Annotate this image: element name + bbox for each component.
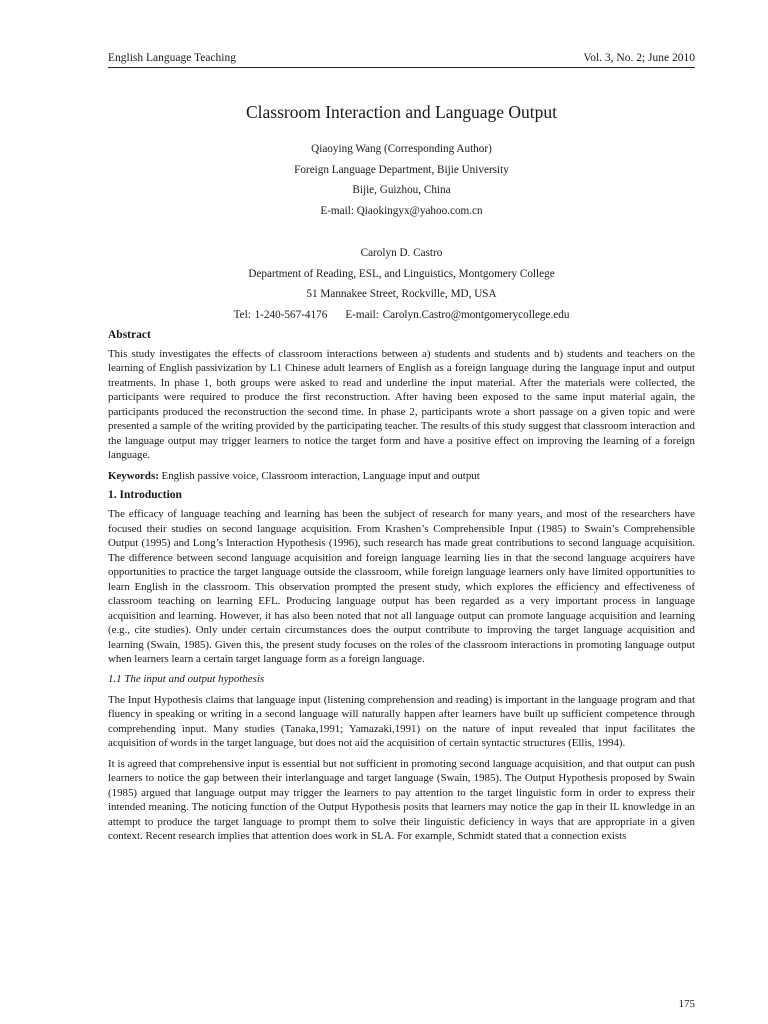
author1-email: E-mail: Qiaokingyx@yahoo.com.cn (320, 204, 483, 217)
abstract-text: This study investigates the effects of classroom interactions between a) students and students and b) students and teachers on the learning of English passivization by L1 Chinese adult learners of English as a foreign language during the language input and output treatments. In phase 1, both groups were asked to read and underline the input material. After the materials were collected, the participants were required to produce the first reconstruction. After having been exposed to the same input material again, the participants produced the reconstruction the second time. In phase 2, participants wrote a short passage on a given topic and were presented a sample of the writing provided by the participating teacher. The results of this study suggest that classroom interaction and the language output may trigger learners to notice the target form and have a positive effect on improving the learning of a foreign language. (108, 347, 695, 461)
author2-contact (108, 305, 695, 325)
author1-department: Foreign Language Department, Bijie University (294, 163, 509, 176)
author2-department: Department of Reading, ESL, and Linguistics, Montgomery College (248, 267, 555, 280)
journal-name: English Language Teaching (108, 52, 236, 64)
subsection-heading: 1.1 The input and output hypothesis (108, 672, 265, 685)
author2-address: 51 Mannakee Street, Rockville, MD, USA (306, 288, 497, 300)
page-content (108, 96, 695, 850)
issue-info: Vol. 3, No. 2; June 2010 (583, 52, 695, 64)
page-number: 175 (678, 998, 695, 1010)
abstract-heading: Abstract (108, 328, 151, 341)
output-hypothesis-paragraph: It is agreed that comprehensive input is essential but not sufficient in promoting second language acquisition, and that output can push learners to notice the gap between their interlanguage and target language (Swain, 1985). The Output Hypothesis proposed by Swain (1985) argued that language output may trigger the learners to pay attention to the target linguistic form in order to express their intended meaning. The noticing function of the Output Hypothesis posits that learners may notice the gap in their IL knowledge in an attempt to produce the target language to prompt them to solve their linguistic deficiency in ways that are appropriate in a given context. Recent research implies that attention does work in SLA. For example, Schmidt stated that a connection exists (108, 757, 695, 842)
keywords-text: English passive voice, Classroom interaction, Language input and output (158, 469, 480, 482)
running-header (108, 52, 695, 68)
paper-title: Classroom Interaction and Language Output (245, 102, 558, 122)
author2-email: E-mail: Carolyn.Castro@montgomerycollege.edu (345, 308, 570, 321)
introduction-paragraph: The efficacy of language teaching and learning has been the subject of research for many years, and most of the researchers have focused their studies on second language acquisition. From Krashen’s Comprehensible Input (1985) to Swain’s Comprehensible Output (1995) and Long’s Interaction Hypothesis (1996), such research has made great contributions to second language acquisition. The difference between second language acquisition and foreign language learning lies in that the second language acquirers have opportunities to practice the target language outside the classroom, while foreign language learners only have limited opportunities to learn English in the classroom. This observation prompted the present study, which explores the efficiency and effectiveness of classroom teaching on learning EFL. Producing language output has been regarded as a very important process in language acquisition and learning. However, it has also been noted that not all language output can promote language acquisition and learning (e.g., cite studies). Only under certain circumstances does the output contribute to improving the target language acquisition and learning (Swain, 1985). Given this, the present study focuses on the roles of the classroom interactions in promoting language output when learners learn a certain target language form as a foreign language. (108, 508, 695, 665)
keywords-label: Keywords: (108, 469, 159, 482)
author1-name: Qiaoying Wang (Corresponding Author) (311, 143, 492, 155)
author1-location: Bijie, Guizhou, China (352, 184, 451, 196)
author2-tel: Tel: 1-240-567-4176 (233, 308, 328, 321)
input-hypothesis-paragraph: The Input Hypothesis claims that language input (listening comprehension and reading) is important in the language program and that fluency in speaking or writing in a second language will naturally happen after learners have built up sufficient competence through comprehending input. Many studies (Tanaka,1991; Yamazaki,1991) on the nature of input revealed that input facilitates the acquisition of words in the target language, but does not aid the acquisition of certain syntactic structures (Ellis, 1994). (108, 693, 695, 749)
author-spacer (108, 221, 695, 243)
author2-name: Carolyn D. Castro (360, 247, 443, 259)
introduction-heading: 1. Introduction (108, 489, 182, 501)
keywords (108, 469, 695, 484)
